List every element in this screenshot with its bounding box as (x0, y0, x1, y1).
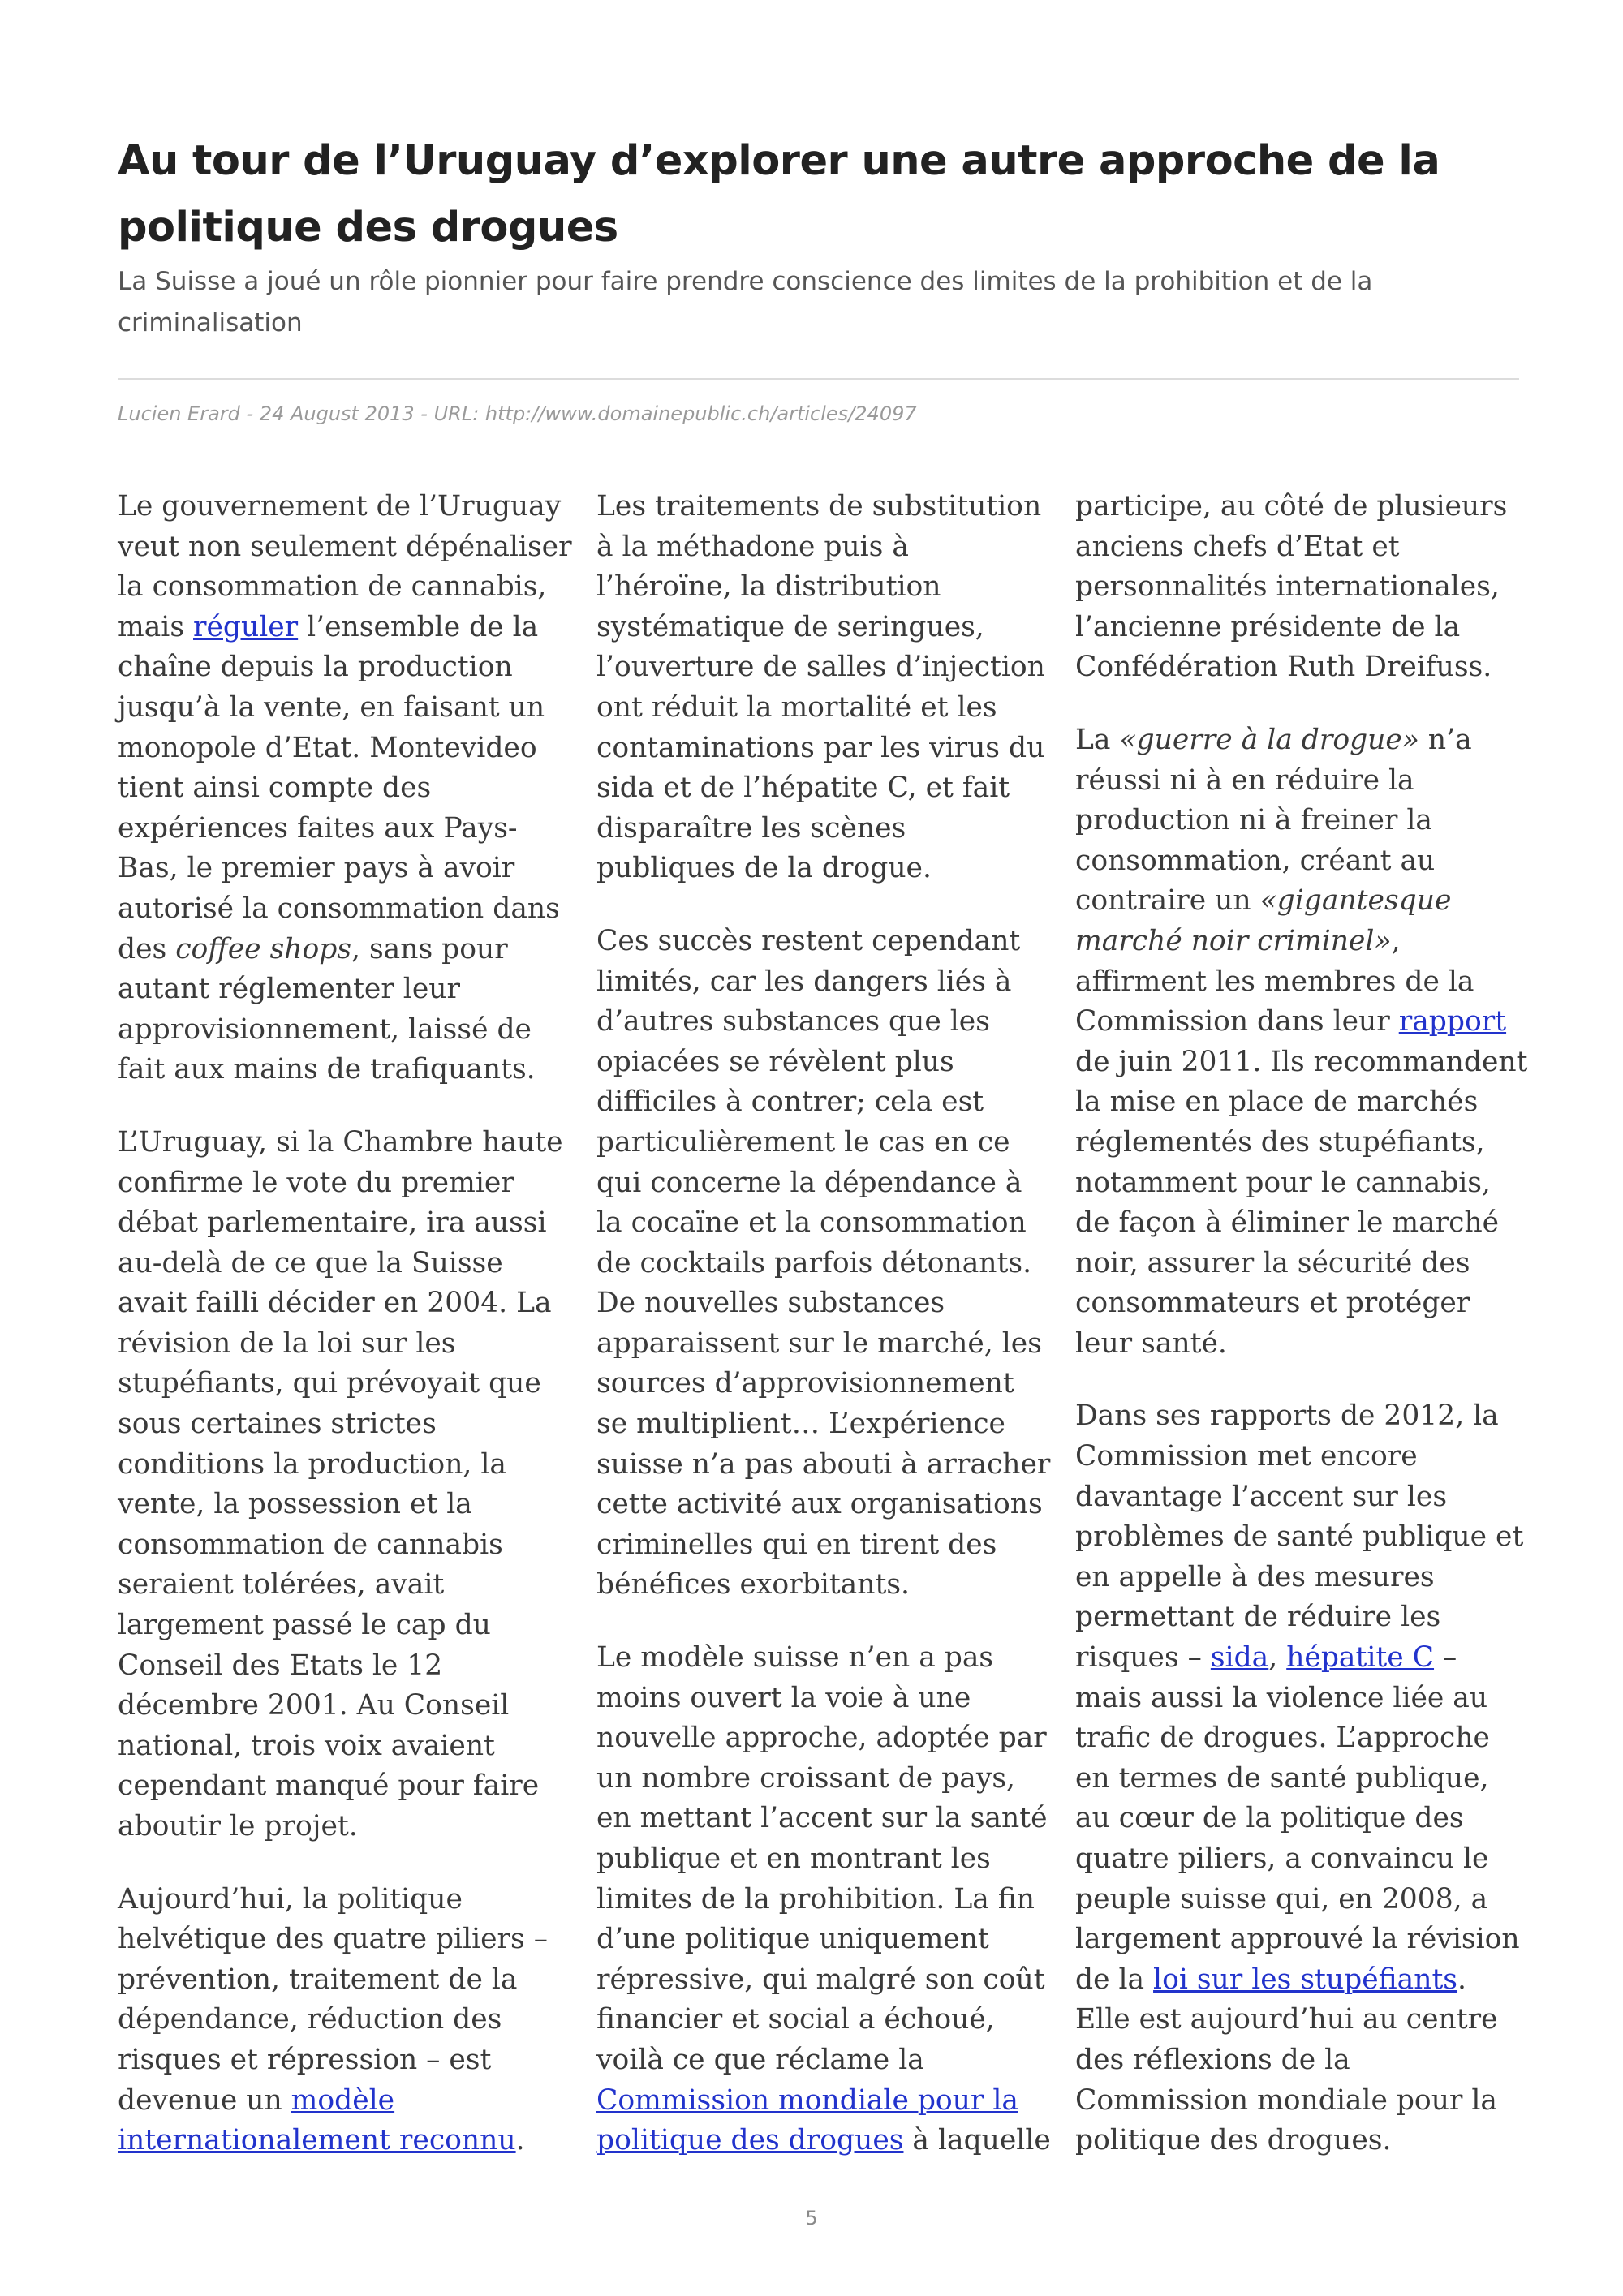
paragraph: participe, au côté de plusieurs anciens chefs d’Etat et personnalités internationales, l’ancienne présidente de la Confédération Ruth Dreifuss. (1075, 490, 1508, 684)
paragraph (118, 487, 572, 1090)
column-1 (118, 487, 572, 2194)
paragraph (118, 1880, 572, 2161)
text-run: , (1268, 1641, 1287, 1675)
paragraph (1075, 1396, 1530, 2161)
text-run: – mais aussi la violence liée au trafic de drogues. L’approche en termes de santé publique, au cœur de la politique des quatre piliers, a convaincu le peuple suisse qui, en 2008, a largement approuvé la révision de la (1075, 1641, 1520, 1996)
text-run: Aujourd’hui, la politique helvétique des quatre piliers – prévention, traitement de la dépendance, réduction des risques et répression – est devenue un (118, 1882, 548, 2117)
link-hepatite-c[interactable]: hépatite C (1286, 1641, 1435, 1675)
header-divider (118, 378, 1519, 380)
text-run: à laquelle (903, 2124, 1051, 2157)
emphasis-text: «guerre à la drogue» (1119, 723, 1419, 756)
page-number: 5 (805, 2207, 818, 2229)
text-run: Le modèle suisse n’en a pas moins ouvert la voie à une nouvelle approche, adoptée par un nombre croissant de pays, en mettant l’accent sur la santé publique et en montrant les limites de la prohibition. La fin d’une politique uniquement répressive, qui malgré son coût financier et social a échoué, voilà ce que réclame la (596, 1641, 1048, 2076)
article-byline: Lucien Erard - 24 August 2013 - URL: http://www.domainepublic.ch/articles/24097 (118, 402, 917, 425)
paragraph: Ces succès restent cependant limités, car les dangers liés à d’autres substances que les opiacées se révèlent plus difficiles à contrer; cela est particulièrement le cas en ce qui concerne la dépendance à la cocaïne et la consommation de cocktails parfois détonants. De nouvelles substances apparaissent sur le marché, les sources d’approvisionnement se multiplient… L’expérience suisse n’a pas abouti à arracher cette activité aux organisations criminelles qui en tirent des bénéfices exorbitants. (596, 924, 1051, 1602)
paragraph: Les traitements de substitution à la méthadone puis à l’héroïne, la distribution systématique de seringues, l’ouverture de salles d’injection ont réduit la mortalité et les contaminations par les virus du sida et de l’hépatite C, et fait disparaître les scènes publiques de la drogue. (596, 490, 1045, 885)
text-run: . Elle est aujourd’hui au centre des réflexions de la Commission mondiale pour la politique des drogues. (1075, 1963, 1498, 2157)
text-run: de juin 2011. Ils recommandent la mise en place de marchés réglementés des stupéfiants, notamment pour le cannabis, de façon à éliminer le marché noir, assurer la sécurité des consommateurs et protéger leur santé. (1075, 1045, 1528, 1360)
paragraph (596, 1638, 1051, 2161)
text-run: Dans ses rapports de 2012, la Commission met encore davantage l’accent sur les problèmes de santé publique et en appelle à des mesures permettant de réduire les risques – (1075, 1400, 1524, 1675)
emphasis-text: «gigantesque marché noir criminel» (1075, 884, 1452, 957)
link-loi-stupefiants[interactable]: loi sur les stupéfiants (1153, 1963, 1458, 1996)
text-run: , affirment les membres de la Commission dans leur (1075, 924, 1474, 1038)
text-run: . (515, 2124, 525, 2157)
column-2 (596, 487, 1051, 2194)
link-reguler[interactable]: réguler (193, 610, 299, 643)
text-run: La (1075, 723, 1120, 756)
text-run: , sans pour autant réglementer leur approvisionnement, laissé de fait aux mains de trafiquants. (118, 932, 536, 1086)
text-run: l’ensemble de la chaîne depuis la production jusqu’à la vente, en faisant un monopole d’Etat. Montevideo tient ainsi compte des expériences faites aux Pays-Bas, le premier pays à avoir autorisé la consommation dans des (118, 610, 560, 965)
article-title: Au tour de l’Uruguay d’explorer une autre approche de la politique des drogues (118, 137, 1440, 252)
paragraph (1075, 720, 1530, 1365)
link-modele-reconnu[interactable]: modèle internationalement reconnu (118, 2083, 516, 2157)
link-sida[interactable]: sida (1210, 1641, 1269, 1675)
article-subtitle: La Suisse a joué un rôle pionnier pour faire prendre conscience des limites de la prohibition et de la criminalisation (118, 267, 1373, 338)
text-run: n’a réussi ni à en réduire la production ni à freiner la consommation, créant au contraire un (1075, 723, 1472, 918)
emphasis-text: coffee shops (175, 932, 352, 965)
text-run: Le gouvernement de l’Uruguay veut non seulement dépénaliser la consommation de cannabis, mais (118, 490, 572, 643)
link-rapport[interactable]: rapport (1398, 1005, 1507, 1038)
link-commission-mondiale[interactable]: Commission mondiale pour la politique des drogues (596, 2083, 1018, 2157)
paragraph: L’Uruguay, si la Chambre haute confirme le vote du premier débat parlementaire, ira aussi au-delà de ce que la Suisse avait failli décider en 2004. La révision de la loi sur les stupéfiants, qui prévoyait que sous certaines strictes conditions la production, la vente, la possession et la consommation de cannabis seraient tolérées, avait largement passé le cap du Conseil des Etats le 12 décembre 2001. Au Conseil national, trois voix avaient cependant manqué pour faire aboutir le projet. (118, 1125, 563, 1842)
column-3 (1075, 487, 1530, 2194)
